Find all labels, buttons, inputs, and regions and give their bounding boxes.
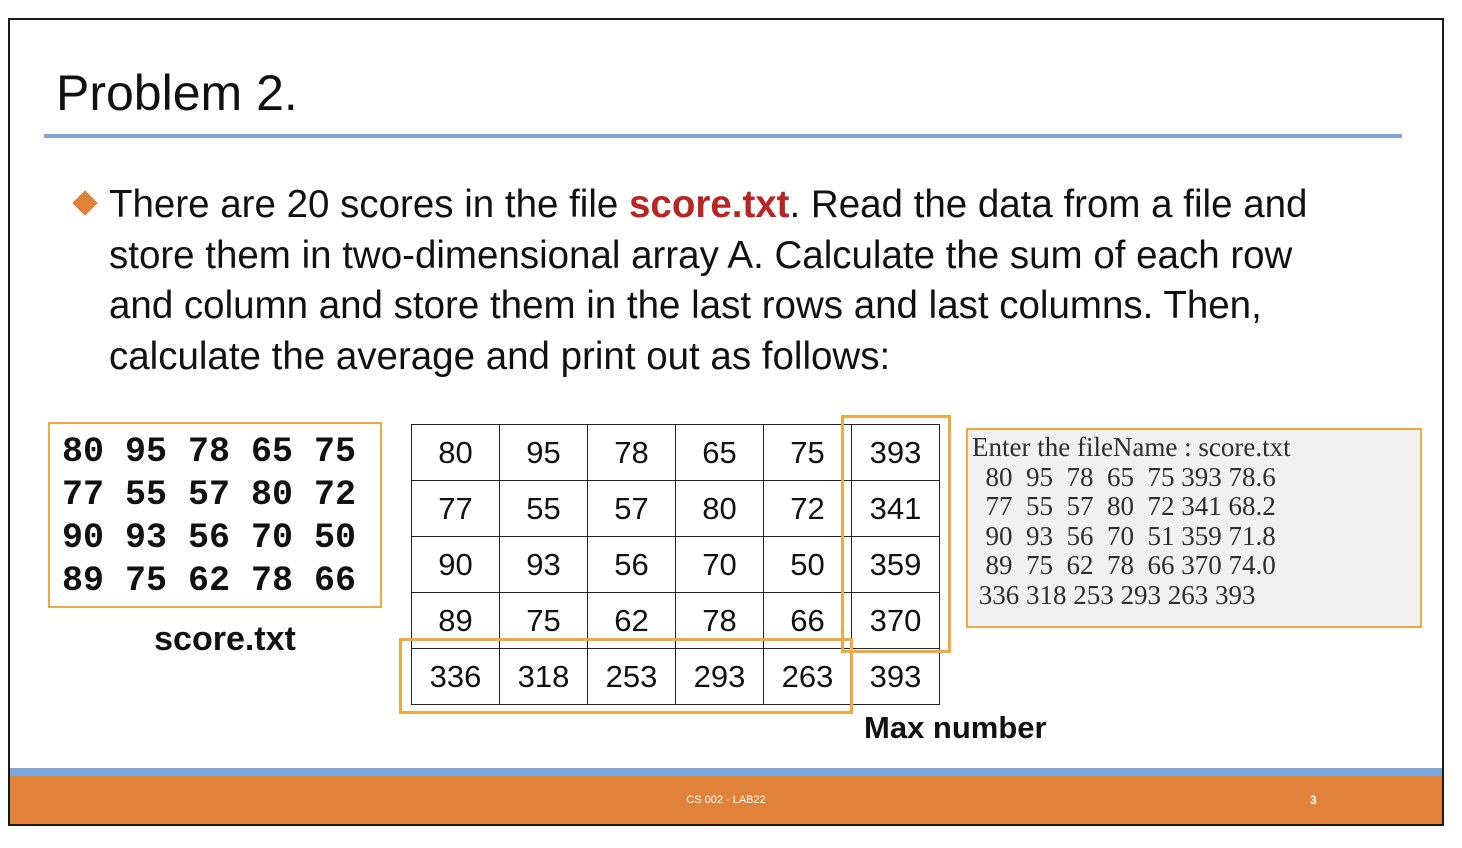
grid-cell: 80 (676, 481, 764, 537)
grid-cell: 57 (588, 481, 676, 537)
bullet-text (109, 180, 1328, 382)
column-sum-cell: 253 (588, 649, 676, 705)
grid-row (412, 537, 940, 593)
grid-cell: 65 (676, 425, 764, 481)
grid-row (412, 425, 940, 481)
footer-bar (10, 776, 1442, 824)
page-number: 3 (1310, 793, 1317, 807)
slide (8, 18, 1444, 826)
console-line: 77 55 57 80 72 341 68.2 (972, 491, 1276, 521)
grid-cell: 90 (412, 537, 500, 593)
grid-cell: 77 (412, 481, 500, 537)
title-divider (44, 134, 1402, 138)
grid-cell: 75 (500, 593, 588, 649)
file-line: 80 95 78 65 75 (62, 432, 357, 472)
footer-divider (10, 768, 1442, 776)
row-sum-cell: 393 (852, 425, 940, 481)
grid-cell: 56 (588, 537, 676, 593)
slide-title: Problem 2. (56, 65, 298, 121)
grid-cell: 89 (412, 593, 500, 649)
row-sum-cell: 341 (852, 481, 940, 537)
console-line: 80 95 78 65 75 393 78.6 (972, 461, 1276, 492)
grid-cell: 66 (764, 593, 852, 649)
row-sum-cell: 370 (852, 593, 940, 649)
max-number-cell: 393 (852, 649, 940, 705)
grid-cell: 78 (676, 593, 764, 649)
column-sum-cell: 336 (412, 649, 500, 705)
grid-cell: 93 (500, 537, 588, 593)
grid-cell: 62 (588, 593, 676, 649)
grid-cell: 80 (412, 425, 500, 481)
console-line: 90 93 56 70 51 359 71.8 (972, 520, 1276, 551)
grid-cell: 50 (764, 537, 852, 593)
column-sum-cell: 263 (764, 649, 852, 705)
file-line: 90 93 56 70 50 (62, 518, 357, 558)
filename-highlight: score.txt (629, 183, 790, 226)
column-sum-row (412, 649, 940, 705)
grid-cell: 72 (764, 481, 852, 537)
column-sum-cell: 318 (500, 649, 588, 705)
console-line: Enter the fileName : score.txt (972, 432, 1291, 462)
max-number-label: Max number (864, 710, 1047, 745)
console-line: 89 75 62 78 66 370 74.0 (972, 550, 1276, 580)
console-line: 336 318 253 293 263 393 (972, 579, 1256, 610)
grid-cell: 75 (764, 425, 852, 481)
bullet-point (68, 180, 1328, 382)
column-sum-cell: 293 (676, 649, 764, 705)
grid-cell: 70 (676, 537, 764, 593)
row-sum-cell: 359 (852, 537, 940, 593)
sum-grid (411, 424, 940, 705)
bullet-text-before: There are 20 scores in the file (109, 183, 630, 226)
grid-cell: 55 (500, 481, 588, 537)
file-line: 77 55 57 80 72 (62, 475, 357, 515)
grid-cell: 78 (588, 425, 676, 481)
score-file-contents (48, 422, 382, 608)
console-output (966, 428, 1422, 628)
bullet-text-after: . Read the data from a file and store them in two-dimensional array A. Calculate the sum of each row and column and store them in the last rows and last columns. Then, calculate the average and print out as follows: (109, 183, 1308, 378)
grid-row (412, 481, 940, 537)
footer-course-label: CS 002 - LAB22 (686, 794, 766, 806)
diamond-bullet-icon (72, 190, 97, 215)
grid-cell: 95 (500, 425, 588, 481)
grid-row (412, 593, 940, 649)
file-caption: score.txt (154, 620, 296, 658)
file-line: 89 75 62 78 66 (62, 561, 357, 601)
